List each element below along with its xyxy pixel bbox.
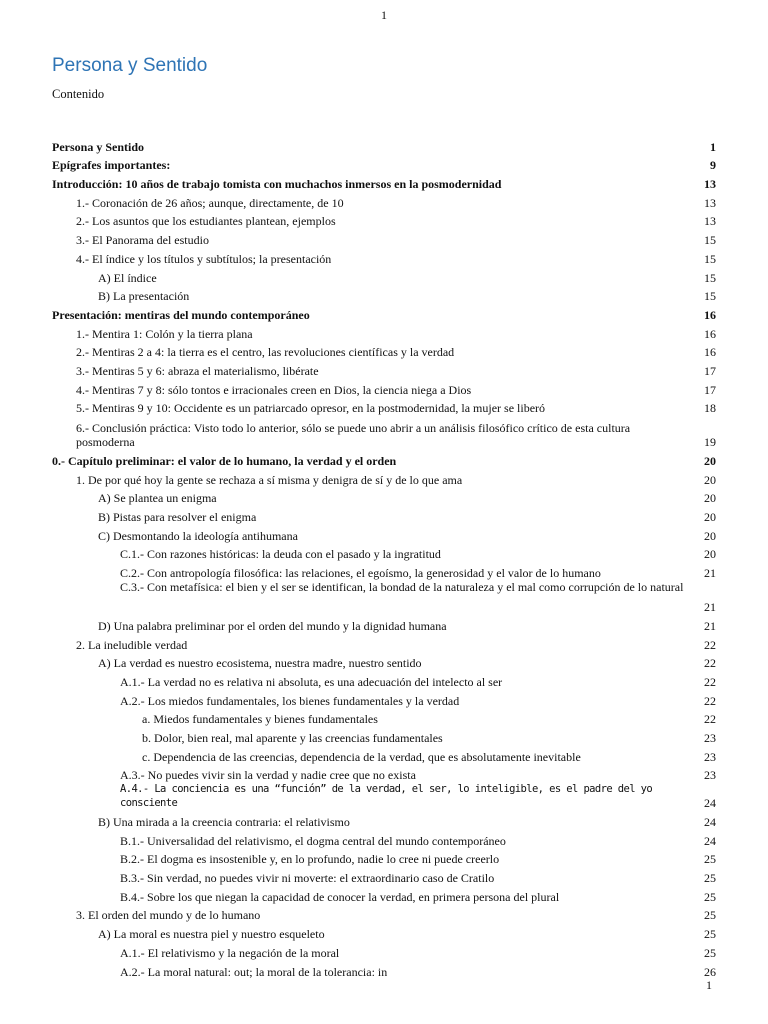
toc-entry-page: 17	[704, 363, 716, 378]
toc-entry-title: C.2.- Con antropología filosófica: las relaciones, el egoísmo, la generosidad y el valor de lo humano	[120, 566, 601, 581]
toc-entry[interactable]	[52, 505, 716, 524]
toc-entry-title: B) Pistas para resolver el enigma	[98, 510, 257, 525]
toc-entry-page: 24	[704, 796, 716, 811]
toc-entry-title: A.1.- La verdad no es relativa ni absoluta, es una adecuación del intelecto al ser	[120, 674, 503, 689]
toc-entry-page: 16	[704, 326, 716, 341]
toc-entry-title: 5.- Mentiras 9 y 10: Occidente es un patriarcado opresor, en la postmodernidad, la mujer se liberó	[76, 401, 546, 416]
toc-entry-title: 0.- Capítulo preliminar: el valor de lo humano, la verdad y el orden	[52, 454, 397, 468]
toc-entry-title: 2. La ineludible verdad	[76, 637, 188, 652]
toc-entry[interactable]	[52, 228, 716, 247]
toc-entry[interactable]	[52, 285, 716, 304]
toc-entry-title: A.1.- El relativismo y la negación de la moral	[120, 945, 340, 960]
toc-entry[interactable]	[52, 266, 716, 285]
toc-entry[interactable]	[52, 652, 716, 671]
toc-entry[interactable]	[52, 726, 716, 745]
toc-entry-page: 9	[710, 158, 716, 173]
toc-entry-page: 15	[704, 289, 716, 304]
toc-entry-title: A.4.- La conciencia es una “función” de la verdad, el ser, lo inteligible, es el padre del yo consciente	[120, 783, 653, 810]
header-page-number: 1	[381, 8, 387, 22]
document-title: Persona y Sentido	[52, 55, 208, 76]
toc-entry-title: A) La verdad es nuestro ecosistema, nuestra madre, nuestro sentido	[98, 656, 422, 671]
toc-entry-page: 17	[704, 382, 716, 397]
toc-entry-title: B.4.- Sobre los que niegan la capacidad de conocer la verdad, en primera persona del plural	[120, 889, 560, 904]
toc-entry-title: C) Desmontando la ideología antihumana	[98, 528, 298, 543]
toc-entry-page: 20	[704, 454, 716, 468]
toc-entry[interactable]	[52, 378, 716, 397]
toc-entry-title: A) Se plantea un enigma	[98, 491, 217, 506]
toc-entry[interactable]	[52, 524, 716, 543]
toc-entry-title: b. Dolor, bien real, mal aparente y las creencias fundamentales	[142, 730, 443, 745]
toc-entry[interactable]	[52, 866, 716, 885]
toc-entry-page: 23	[704, 730, 716, 745]
toc-entry[interactable]	[52, 708, 716, 727]
toc-entry[interactable]	[52, 341, 716, 360]
footer-page-number: 1	[706, 978, 712, 992]
toc-entry-title: Persona y Sentido	[52, 139, 145, 154]
toc-entry-page: 23	[704, 749, 716, 764]
toc-entry-title: D) Una palabra preliminar por el orden del mundo y la dignidad humana	[98, 618, 447, 633]
toc-entry[interactable]	[52, 487, 716, 506]
toc-entry-page: 21	[704, 618, 716, 633]
toc-entry-title: Epígrafes importantes:	[52, 158, 171, 173]
toc-entry-page: 25	[704, 908, 716, 923]
toc-entry-title: B.2.- El dogma es insostenible y, en lo profundo, nadie lo cree ni puede creerlo	[120, 852, 500, 867]
toc-heading: Contenido	[52, 87, 105, 101]
toc-entry-page: 13	[704, 177, 716, 192]
table-of-contents	[52, 135, 716, 979]
toc-entry-page: 22	[704, 674, 716, 689]
toc-entry[interactable]	[52, 543, 716, 562]
toc-entry-page: 13	[704, 214, 716, 229]
toc-entry-title: 1.- Mentira 1: Colón y la tierra plana	[76, 326, 253, 341]
toc-entry-title: A) La moral es nuestra piel y nuestro esqueleto	[98, 927, 325, 942]
toc-entry-page: 22	[704, 693, 716, 708]
toc-entry-title: B) Una mirada a la creencia contraria: el relativismo	[98, 815, 350, 829]
toc-entry[interactable]	[52, 922, 716, 941]
toc-entry-page: 23	[704, 768, 716, 783]
toc-entry-page: 25	[704, 871, 716, 886]
toc-entry-title: 4.- Mentiras 7 y 8: sólo tontos e irracionales creen en Dios, la ciencia niega a Dios	[76, 382, 472, 397]
toc-entry[interactable]	[52, 397, 716, 416]
toc-entry-page: 22	[704, 656, 716, 671]
toc-entry[interactable]	[52, 745, 716, 764]
toc-entry[interactable]	[52, 359, 716, 378]
toc-entry-page: 1	[710, 139, 716, 154]
toc-entry[interactable]	[52, 848, 716, 867]
toc-entry[interactable]	[52, 904, 716, 923]
toc-entry[interactable]	[52, 614, 716, 633]
toc-entry-title: C.1.- Con razones históricas: la deuda con el pasado y la ingratitud	[120, 547, 441, 562]
toc-entry-title: 4.- El índice y los títulos y subtítulos; la presentación	[76, 251, 332, 266]
toc-entry[interactable]	[52, 941, 716, 960]
toc-entry[interactable]	[52, 561, 716, 580]
toc-entry-page: 18	[704, 401, 716, 416]
toc-entry[interactable]	[52, 135, 716, 154]
toc-entry-page: 15	[704, 270, 716, 285]
toc-entry[interactable]	[52, 303, 716, 322]
toc-entry-page: 15	[704, 251, 716, 266]
toc-entry-page: 19	[704, 435, 716, 450]
toc-entry-title: B.1.- Universalidad del relativismo, el dogma central del mundo contemporáneo	[120, 833, 506, 848]
toc-entry-title: 3. El orden del mundo y de lo humano	[76, 908, 261, 923]
toc-entry-page: 22	[704, 637, 716, 652]
toc-entry-title: B.3.- Sin verdad, no puedes vivir ni moverte: el extraordinario caso de Cratilo	[120, 871, 495, 886]
toc-entry[interactable]	[52, 885, 716, 904]
toc-entry-title: B) La presentación	[98, 289, 190, 304]
toc-entry[interactable]	[52, 689, 716, 708]
toc-entry-page: 24	[704, 833, 716, 848]
toc-entry-page: 20	[704, 472, 716, 487]
toc-entry[interactable]	[52, 247, 716, 266]
toc-entry[interactable]	[52, 154, 716, 173]
toc-entry-page: 21	[704, 600, 716, 615]
toc-entry-title: 3.- El Panorama del estudio	[76, 233, 209, 248]
toc-entry[interactable]	[52, 468, 716, 487]
toc-entry-page: 20	[704, 491, 716, 506]
toc-entry[interactable]	[52, 633, 716, 652]
toc-entry[interactable]	[52, 580, 716, 614]
toc-entry-page: 16	[704, 307, 716, 322]
toc-entry[interactable]	[52, 210, 716, 229]
toc-entry-title: Introducción: 10 años de trabajo tomista con muchachos inmersos en la posmodernidad	[52, 177, 502, 192]
toc-entry[interactable]	[52, 829, 716, 848]
toc-entry-page: 20	[704, 528, 716, 543]
toc-entry-page: 15	[704, 233, 716, 248]
toc-entry-title: Presentación: mentiras del mundo contemporáneo	[52, 307, 310, 322]
toc-entry[interactable]	[52, 960, 716, 979]
toc-entry-page: 25	[704, 945, 716, 960]
toc-entry-title: c. Dependencia de las creencias, dependencia de la verdad, que es absolutamente inevitable	[142, 749, 581, 764]
toc-entry-title: 2.- Los asuntos que los estudiantes plantean, ejemplos	[76, 214, 336, 229]
toc-entry-page: 25	[704, 927, 716, 942]
toc-entry[interactable]	[52, 191, 716, 210]
toc-entry-page: 16	[704, 345, 716, 360]
toc-entry-title: a. Miedos fundamentales y bienes fundamentales	[142, 712, 378, 727]
toc-entry-page: 13	[704, 195, 716, 210]
toc-entry-title: 1.- Coronación de 26 años; aunque, directamente, de 10	[76, 195, 344, 210]
toc-entry[interactable]	[52, 415, 716, 449]
toc-entry-title: 6.- Conclusión práctica: Visto todo lo anterior, sólo se puede uno abrir a un análisis filosófico crítico de esta cultura posmoderna	[76, 421, 631, 450]
toc-entry-title: A.2.- Los miedos fundamentales, los bienes fundamentales y la verdad	[120, 693, 460, 708]
toc-entry-page: 21	[704, 566, 716, 581]
toc-entry-title: 3.- Mentiras 5 y 6: abraza el materialismo, libérate	[76, 363, 319, 378]
toc-entry[interactable]	[52, 172, 716, 191]
toc-entry[interactable]	[52, 449, 716, 468]
toc-entry-page: 24	[704, 815, 716, 829]
toc-entry-page: 25	[704, 852, 716, 867]
toc-entry-page: 20	[704, 547, 716, 562]
toc-entry-title: A) El índice	[98, 270, 157, 285]
toc-entry-title: 2.- Mentiras 2 a 4: la tierra es el centro, las revoluciones científicas y la verdad	[76, 345, 455, 360]
toc-entry[interactable]	[52, 764, 716, 783]
toc-entry[interactable]	[52, 782, 716, 810]
toc-entry-title: 1. De por qué hoy la gente se rechaza a sí misma y denigra de sí y de lo que ama	[76, 472, 463, 487]
toc-entry[interactable]	[52, 670, 716, 689]
toc-entry-title: C.3.- Con metafísica: el bien y el ser se identifican, la bondad de la naturaleza y el mal como corrupción de lo natural	[120, 580, 684, 595]
toc-entry-page: 26	[704, 964, 716, 979]
toc-entry-page: 20	[704, 510, 716, 525]
toc-entry-title: A.2.- La moral natural: out; la moral de la tolerancia: in	[120, 964, 388, 979]
toc-entry[interactable]	[52, 322, 716, 341]
toc-entry-page: 25	[704, 889, 716, 904]
toc-entry-page: 22	[704, 712, 716, 727]
toc-entry-title: A.3.- No puedes vivir sin la verdad y nadie cree que no exista	[120, 768, 416, 783]
toc-entry[interactable]	[52, 810, 716, 829]
